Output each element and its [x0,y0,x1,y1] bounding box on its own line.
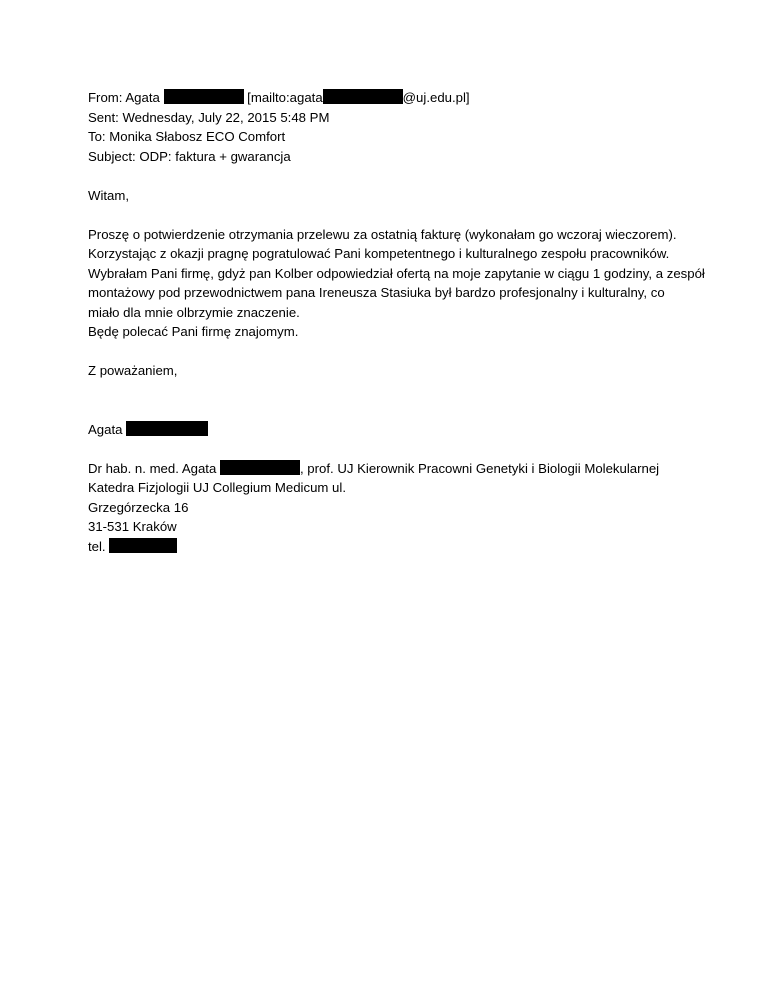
signature-department: Katedra Fizjologii UJ Collegium Medicum ul. [88,480,346,495]
signature-tel-line [88,537,708,557]
to-line: To: Monika Słabosz ECO Comfort [88,129,286,144]
signature-title-suffix: , prof. UJ Kierownik Pracowni Genetyki i Biologii Molekularnej [299,460,660,476]
signature-city: 31-531 Kraków [88,519,177,534]
from-mailto-end: @uj.edu.pl] [402,90,470,105]
body-line: Korzystając z okazji pragnę pogratulować Pani kompetentnego i kulturalnego zespołu pracowników. [88,246,670,261]
subject-line: Subject: ODP: faktura + gwarancja [88,148,291,164]
from-line [88,88,708,108]
redaction-title-surname [220,460,300,475]
email-content [88,88,708,556]
from-prefix: From: Agata [88,90,164,105]
greeting: Witam, [88,187,130,203]
body-line: Proszę o potwierdzenie otrzymania przelewu za ostatnią fakturę (wykonałam go wczoraj wieczorem). [88,226,677,242]
from-mailto-start: [mailto:agata [243,90,323,105]
sent-line: Sent: Wednesday, July 22, 2015 5:48 PM [88,109,330,125]
closing: Z poważaniem, [88,363,178,378]
signature-title-line [88,459,708,479]
body-paragraph [88,225,708,342]
body-line: Wybrałam Pani firmę, gdyż pan Kolber odpowiedział ofertą na moje zapytanie w ciągu 1 godziny, a zespół [88,265,705,281]
redaction-surname [164,89,244,104]
signature-title-prefix: Dr hab. n. med. Agata [88,460,220,476]
redaction-phone [109,538,177,553]
signature-street: Grzegórzecka 16 [88,499,189,515]
signature-name-line [88,420,708,440]
redaction-signature-surname [126,421,208,436]
body-line: Będę polecać Pani firmę znajomym. [88,324,299,339]
signature-name: Agata [88,421,127,437]
signature-tel-prefix: tel. [88,538,110,554]
body-line: montażowy pod przewodnictwem pana Ireneusza Stasiuka był bardzo profesjonalny i kulturalny, co [88,285,665,300]
redaction-email [323,89,403,104]
body-line: miało dla mnie olbrzymie znaczenie. [88,304,300,320]
